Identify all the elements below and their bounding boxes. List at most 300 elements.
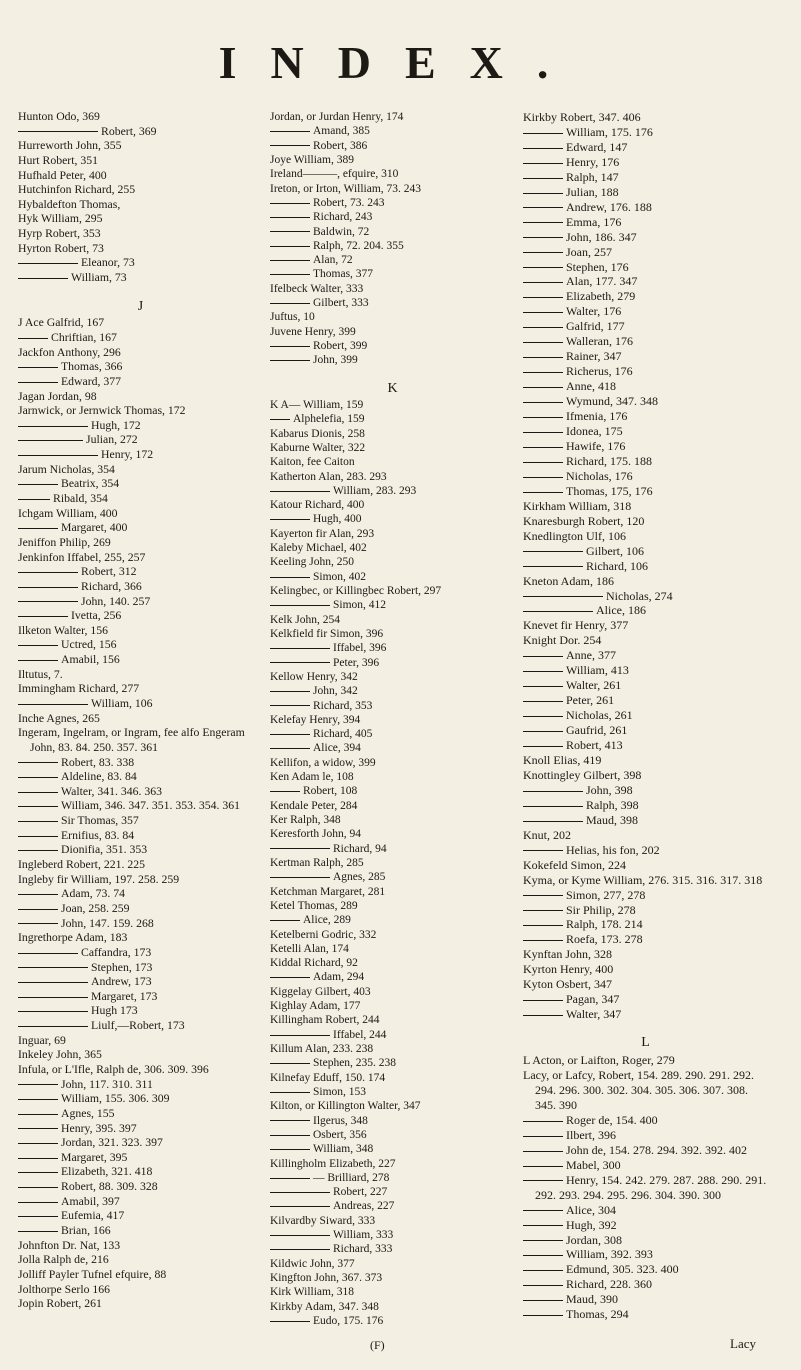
index-entry — [18, 946, 263, 961]
index-entry — [18, 799, 263, 814]
ditto-rule — [523, 821, 583, 822]
ditto-rule — [18, 953, 78, 954]
entry-text: Liulf,—Robert, 173 — [91, 1019, 185, 1033]
entry-text: William, 348 — [313, 1143, 374, 1156]
index-entry — [270, 799, 515, 813]
index-entry — [18, 346, 263, 361]
entry-text: Richard, 353 — [313, 699, 373, 712]
ditto-rule — [270, 1063, 310, 1064]
index-entry — [523, 319, 768, 334]
entry-text: Hybaldefton Thomas, — [18, 197, 121, 211]
entry-text: Ralph, 72. 204. 355 — [313, 239, 404, 252]
entry-text: Beatrix, 354 — [61, 477, 120, 491]
ditto-rule — [18, 131, 98, 132]
index-entry — [523, 1113, 768, 1128]
index-entry — [18, 1063, 263, 1078]
entry-text: Walter, 261 — [566, 678, 622, 693]
entry-text: Helias, his fon, 202 — [566, 842, 660, 857]
index-entry — [270, 339, 515, 353]
entry-text: Kaburne Walter, 322 — [270, 441, 366, 454]
ditto-rule — [270, 1120, 310, 1121]
ditto-rule — [523, 1240, 563, 1241]
entry-text: Richard, 228. 360 — [566, 1277, 652, 1292]
index-entry — [270, 353, 515, 367]
entry-text: Ilgerus, 348 — [313, 1114, 368, 1127]
entry-text: Robert, 386 — [313, 139, 368, 152]
ditto-rule — [18, 1011, 88, 1012]
entry-text: Kendale Peter, 284 — [270, 799, 358, 812]
entry-text: Infula, or L'Ifle, Ralph de, 306. 309. 396 — [18, 1063, 209, 1076]
ditto-rule — [18, 484, 58, 485]
index-entry — [270, 827, 515, 841]
entry-text: J Ace Galfrid, 167 — [18, 316, 105, 330]
ditto-rule — [18, 997, 88, 998]
section-letter: K — [387, 380, 398, 396]
entry-text: Eufemia, 417 — [61, 1209, 125, 1223]
entry-text: Dionifia, 351. 353 — [61, 843, 148, 857]
entry-text: Alan, 72 — [313, 254, 353, 267]
ditto-rule — [523, 432, 563, 433]
index-entry — [18, 169, 263, 184]
entry-text: Ilbert, 396 — [566, 1127, 616, 1142]
index-entry — [523, 499, 768, 514]
ditto-rule — [18, 850, 58, 851]
index-entry — [270, 756, 515, 770]
index-entry — [270, 225, 515, 239]
entry-text: Stephen, 235. 238 — [313, 1057, 397, 1070]
index-entry — [270, 856, 515, 870]
index-entry — [270, 1242, 515, 1256]
ditto-rule — [18, 263, 78, 264]
ditto-rule — [270, 734, 310, 735]
entry-text: Andreas, 227 — [333, 1200, 395, 1213]
entry-text: Maud, 390 — [566, 1292, 618, 1307]
index-entry — [18, 858, 263, 873]
index-entry — [270, 253, 515, 267]
ditto-rule — [523, 611, 593, 612]
entry-text: Eudo, 175. 176 — [313, 1314, 384, 1327]
index-entry — [523, 828, 768, 843]
ditto-rule — [18, 777, 58, 778]
index-entry — [523, 574, 768, 589]
index-entry — [270, 296, 515, 310]
ditto-rule — [523, 1166, 563, 1167]
ditto-rule — [523, 596, 603, 597]
ditto-rule — [270, 246, 310, 247]
index-entry — [18, 183, 263, 198]
entry-text: Stephen, 173 — [91, 960, 153, 974]
index-entry — [270, 153, 515, 167]
entry-text: — Brilliard, 278 — [313, 1171, 390, 1184]
index-entry — [523, 364, 768, 379]
entry-text: Jagan Jordan, 98 — [18, 389, 97, 403]
ditto-rule — [270, 419, 290, 420]
entry-text: Henry, 176 — [566, 154, 620, 169]
entry-text: Kelkfield fir Simon, 396 — [270, 627, 384, 640]
ditto-rule — [523, 387, 563, 388]
index-entry — [18, 492, 263, 507]
index-entry — [523, 349, 768, 364]
entry-text: Jopin Robert, 261 — [18, 1297, 102, 1311]
entry-text: Kaiton, fee Caiton — [270, 456, 355, 469]
ditto-rule — [270, 346, 310, 347]
entry-text: Rainer, 347 — [566, 349, 622, 364]
ditto-rule — [270, 977, 310, 978]
entry-text: John, 140. 257 — [81, 594, 151, 608]
index-entry — [18, 1136, 263, 1151]
index-entry — [18, 668, 263, 683]
entry-text: Agnes, 285 — [333, 871, 386, 884]
entry-text: Richard, 106 — [586, 558, 648, 573]
entry-text: Katherton Alan, 283. 293 — [270, 470, 387, 483]
ditto-rule — [18, 601, 78, 602]
entry-text: Galfrid, 177 — [566, 319, 625, 334]
entry-text: Thomas, 175, 176 — [566, 483, 653, 498]
ditto-rule — [270, 662, 330, 663]
entry-text: Killum Alan, 233. 238 — [270, 1043, 374, 1055]
index-entry — [270, 813, 515, 827]
entry-text: Anne, 377 — [566, 648, 616, 663]
entry-text: Henry, 172 — [101, 448, 154, 462]
index-entry — [270, 741, 515, 755]
ditto-rule — [523, 462, 563, 463]
ditto-rule — [523, 895, 563, 896]
index-entry — [18, 1078, 263, 1093]
entry-text: Peter, 396 — [333, 656, 380, 669]
ditto-rule — [523, 1255, 563, 1256]
entry-text: Ker Ralph, 348 — [270, 814, 341, 826]
ditto-rule — [270, 791, 300, 792]
index-entry — [18, 536, 263, 551]
entry-text: Eleanor, 73 — [81, 256, 135, 270]
entry-text: Thomas, 377 — [313, 268, 374, 281]
ditto-rule — [270, 360, 310, 361]
index-entry — [523, 783, 768, 798]
index-entry — [18, 227, 263, 242]
index-entry — [18, 331, 263, 346]
entry-text: Robert, 399 — [313, 340, 368, 352]
index-entry — [270, 427, 515, 441]
ditto-rule — [18, 278, 68, 279]
entry-text: Knoll Elias, 419 — [523, 752, 602, 767]
entry-text: Emma, 176 — [566, 214, 622, 229]
index-entry — [523, 125, 768, 140]
index-entry — [18, 961, 263, 976]
ditto-rule — [523, 746, 563, 747]
entry-text: K A— William, 159 — [270, 398, 364, 411]
entry-text: Mabel, 300 — [566, 1157, 621, 1172]
index-entry — [270, 1085, 515, 1099]
entry-text: Aldeline, 83. 84 — [61, 770, 137, 784]
ditto-rule — [18, 1143, 58, 1144]
index-entry — [18, 1180, 263, 1195]
index-entry — [18, 1004, 263, 1019]
entry-text: Henry, 154. 242. 279. 287. 288. 290. 291. 292. 293. 294. 295. 296. 304. 390. 300 — [535, 1172, 767, 1202]
index-entry — [270, 656, 515, 670]
index-entry — [18, 697, 263, 712]
entry-text: Alan, 177. 347 — [566, 274, 638, 289]
entry-text: Inguar, 69 — [18, 1033, 66, 1047]
index-entry — [18, 419, 263, 434]
entry-text: Hyrton Robert, 73 — [18, 241, 104, 255]
entry-text: Andrew, 176. 188 — [566, 199, 652, 214]
ditto-rule — [270, 1321, 310, 1322]
entry-text: Hugh, 400 — [313, 513, 362, 526]
entry-text: Knottingley Gilbert, 398 — [523, 767, 642, 782]
ditto-rule — [523, 267, 563, 268]
ditto-rule — [523, 312, 563, 313]
index-entry — [270, 942, 515, 956]
ditto-rule — [18, 923, 58, 924]
entry-text: Chriftian, 167 — [51, 330, 117, 344]
index-entry — [18, 154, 263, 169]
ditto-rule — [523, 1315, 563, 1316]
entry-text: Robert, 227 — [333, 1186, 388, 1199]
index-entry — [523, 1292, 768, 1307]
ditto-rule — [270, 1135, 310, 1136]
index-entry — [18, 360, 263, 375]
ditto-rule — [18, 1158, 58, 1159]
entry-text: John, 342 — [313, 685, 358, 698]
index-entry — [18, 198, 263, 213]
index-entry — [523, 753, 768, 768]
entry-text: Joan, 258. 259 — [61, 901, 130, 915]
entry-text: Ralph, 398 — [586, 797, 639, 812]
entry-text: Adam, 73. 74 — [61, 887, 125, 901]
entry-text: Keresforth John, 94 — [270, 828, 362, 841]
ditto-rule — [18, 1026, 88, 1027]
index-entry — [270, 1214, 515, 1228]
ditto-rule — [18, 1099, 58, 1100]
index-entry — [270, 999, 515, 1013]
ditto-rule — [523, 671, 563, 672]
ditto-rule — [18, 645, 58, 646]
entry-text: Robert, 312 — [81, 565, 137, 579]
index-entry — [18, 125, 263, 140]
index-entry — [523, 409, 768, 424]
entry-text: Ernifius, 83. 84 — [61, 828, 135, 842]
entry-text: Hunton Odo, 369 — [18, 110, 100, 123]
entry-text: Nicholas, 176 — [566, 468, 633, 483]
index-entry — [523, 768, 768, 783]
ditto-rule — [270, 691, 310, 692]
ditto-rule — [18, 1084, 58, 1085]
index-entry — [523, 843, 768, 858]
index-entry — [18, 682, 263, 697]
ditto-rule — [523, 1180, 563, 1181]
entry-text: Henry, 395. 397 — [61, 1121, 137, 1135]
entry-text: Walter, 176 — [566, 304, 622, 319]
index-entry — [18, 565, 263, 580]
ditto-rule — [270, 1206, 330, 1207]
index-entry — [523, 663, 768, 678]
index-entry — [18, 712, 263, 727]
ditto-rule — [270, 203, 310, 204]
entry-text: Jarnwick, or Jernwick Thomas, 172 — [18, 404, 186, 418]
entry-text: Kilton, or Killington Walter, 347 — [270, 1100, 421, 1113]
entry-text: Simon, 412 — [333, 599, 387, 612]
index-entry — [18, 580, 263, 595]
entry-text: Kirk William, 318 — [270, 1286, 354, 1299]
entry-text: Kertman Ralph, 285 — [270, 856, 364, 869]
entry-text: Maud, 398 — [586, 812, 638, 827]
index-entry — [270, 1071, 515, 1085]
index-entry — [18, 404, 263, 419]
index-entry — [523, 648, 768, 663]
index-entry — [270, 570, 515, 584]
entry-text: Ketel Thomas, 289 — [270, 899, 358, 912]
ditto-rule — [18, 894, 58, 895]
entry-text: Amabil, 156 — [61, 653, 120, 667]
index-entry — [270, 985, 515, 999]
ditto-rule — [270, 131, 310, 132]
entry-text: Robert, 108 — [303, 785, 358, 798]
entry-text: Killingholm Elizabeth, 227 — [270, 1157, 396, 1170]
ditto-rule — [523, 178, 563, 179]
index-entry — [523, 245, 768, 260]
entry-text: William, 346. 347. 351. 353. 354. 361 — [61, 799, 241, 813]
ditto-rule — [523, 252, 563, 253]
entry-text: Knight Dor. 254 — [523, 633, 602, 648]
entry-text: Hufhald Peter, 400 — [18, 168, 107, 182]
entry-text: Margaret, 395 — [61, 1150, 128, 1164]
ditto-rule — [18, 909, 58, 910]
ditto-rule — [523, 342, 563, 343]
entry-text: Kyma, or Kyme William, 276. 315. 316. 317. 318 — [523, 872, 763, 887]
ditto-rule — [270, 748, 310, 749]
entry-text: John, 186. 347 — [566, 229, 637, 244]
index-entry — [523, 903, 768, 918]
entry-text: Jarum Nicholas, 354 — [18, 462, 115, 476]
entry-text: William, 106 — [91, 696, 153, 710]
entry-text: Iffabel, 396 — [333, 642, 387, 655]
entry-text: Kelk John, 254 — [270, 613, 340, 626]
index-entry — [18, 212, 263, 227]
entry-text: Inche Agnes, 265 — [18, 711, 100, 725]
index-entry — [270, 913, 515, 927]
ditto-rule — [18, 440, 83, 441]
index-entry — [18, 726, 263, 755]
ditto-rule — [18, 1202, 58, 1203]
entry-text: Sir Philip, 278 — [566, 902, 636, 917]
entry-text: Kildwic John, 377 — [270, 1257, 355, 1270]
ditto-rule — [523, 701, 563, 702]
entry-text: John, 399 — [313, 354, 358, 367]
entry-text: Uctred, 156 — [61, 638, 117, 652]
ditto-rule — [18, 1231, 58, 1232]
entry-text: Robert, 88. 309. 328 — [61, 1180, 158, 1194]
entry-text: Knevet fir Henry, 377 — [523, 618, 629, 633]
index-entry — [18, 1034, 263, 1049]
entry-text: Ireland———, efquire, 310 — [270, 168, 399, 181]
index-entry — [523, 858, 768, 873]
entry-text: Jeniffon Philip, 269 — [18, 535, 111, 549]
entry-text: Ketelberni Godric, 332 — [270, 928, 377, 941]
index-entry — [523, 170, 768, 185]
index-entry — [18, 507, 263, 522]
index-entry — [523, 304, 768, 319]
ditto-rule — [523, 551, 583, 552]
index-entry — [270, 727, 515, 741]
index-entry — [523, 813, 768, 828]
ditto-rule — [18, 1128, 58, 1129]
ditto-rule — [523, 1015, 563, 1016]
entry-text: William, 392. 393 — [566, 1247, 653, 1262]
index-entry — [18, 1195, 263, 1210]
entry-text: Hugh, 392 — [566, 1217, 617, 1232]
index-entry — [270, 1042, 515, 1056]
page-heading: INDEX. — [218, 37, 583, 88]
index-entry — [270, 1285, 515, 1299]
entry-text: Kokefeld Simon, 224 — [523, 857, 626, 872]
index-entry — [270, 1099, 515, 1113]
index-entry — [270, 1056, 515, 1070]
index-entry — [18, 271, 263, 286]
ditto-rule — [18, 572, 78, 573]
index-entry — [523, 589, 768, 604]
entry-text: Jordan, 321. 323. 397 — [61, 1136, 163, 1150]
entry-text: Lacy, or Lafcy, Robert, 154. 289. 290. 291. 292. 294. 296. 300. 302. 304. 305. 306. 307. 308. 345. 390 — [523, 1068, 755, 1112]
ditto-rule — [18, 455, 98, 456]
entry-text: Alice, 394 — [313, 742, 361, 755]
ditto-rule — [18, 762, 58, 763]
entry-text: Brian, 166 — [61, 1224, 111, 1238]
entry-text: Kneton Adam, 186 — [523, 573, 614, 588]
ditto-rule — [523, 940, 563, 941]
index-entry — [270, 325, 515, 339]
ditto-rule — [523, 372, 563, 373]
index-entry — [18, 887, 263, 902]
entry-text: Knedlington Ulf, 106 — [523, 528, 626, 543]
index-entry — [270, 613, 515, 627]
entry-text: John, 398 — [586, 782, 633, 797]
entry-text: Ralph, 147 — [566, 169, 619, 184]
index-entry — [523, 1307, 768, 1322]
entry-text: Kilnefay Eduff, 150. 174 — [270, 1071, 386, 1084]
entry-text: William, 73 — [71, 271, 127, 285]
ditto-rule — [270, 217, 310, 218]
entry-text: Juvene Henry, 399 — [270, 325, 356, 338]
ditto-rule — [270, 848, 330, 849]
catchword: Lacy — [730, 1336, 756, 1351]
index-entry — [270, 1142, 515, 1156]
index-entry — [18, 1209, 263, 1224]
entry-text: Hawife, 176 — [566, 438, 626, 453]
ditto-rule — [523, 1151, 563, 1152]
index-entry — [270, 484, 515, 498]
ditto-rule — [523, 492, 563, 493]
ditto-rule — [270, 303, 310, 304]
entry-text: Hugh, 172 — [91, 418, 141, 432]
index-entry — [523, 274, 768, 289]
entry-text: Alice, 304 — [566, 1202, 616, 1217]
ditto-rule — [18, 499, 50, 500]
index-entry — [18, 110, 263, 125]
index-entry — [18, 242, 263, 257]
entry-text: Hurreworth John, 355 — [18, 139, 122, 153]
index-entry — [270, 267, 515, 281]
index-entry — [270, 956, 515, 970]
entry-text: Adam, 294 — [313, 971, 365, 984]
ditto-rule — [270, 877, 330, 878]
index-entry — [270, 1314, 515, 1328]
index-entry — [523, 1262, 768, 1277]
entry-text: Richard, 175. 188 — [566, 453, 652, 468]
index-entry — [523, 155, 768, 170]
entry-text: Kyton Osbert, 347 — [523, 977, 612, 992]
index-column-1 — [18, 110, 263, 1312]
entry-text: Jordan, 308 — [566, 1232, 622, 1247]
